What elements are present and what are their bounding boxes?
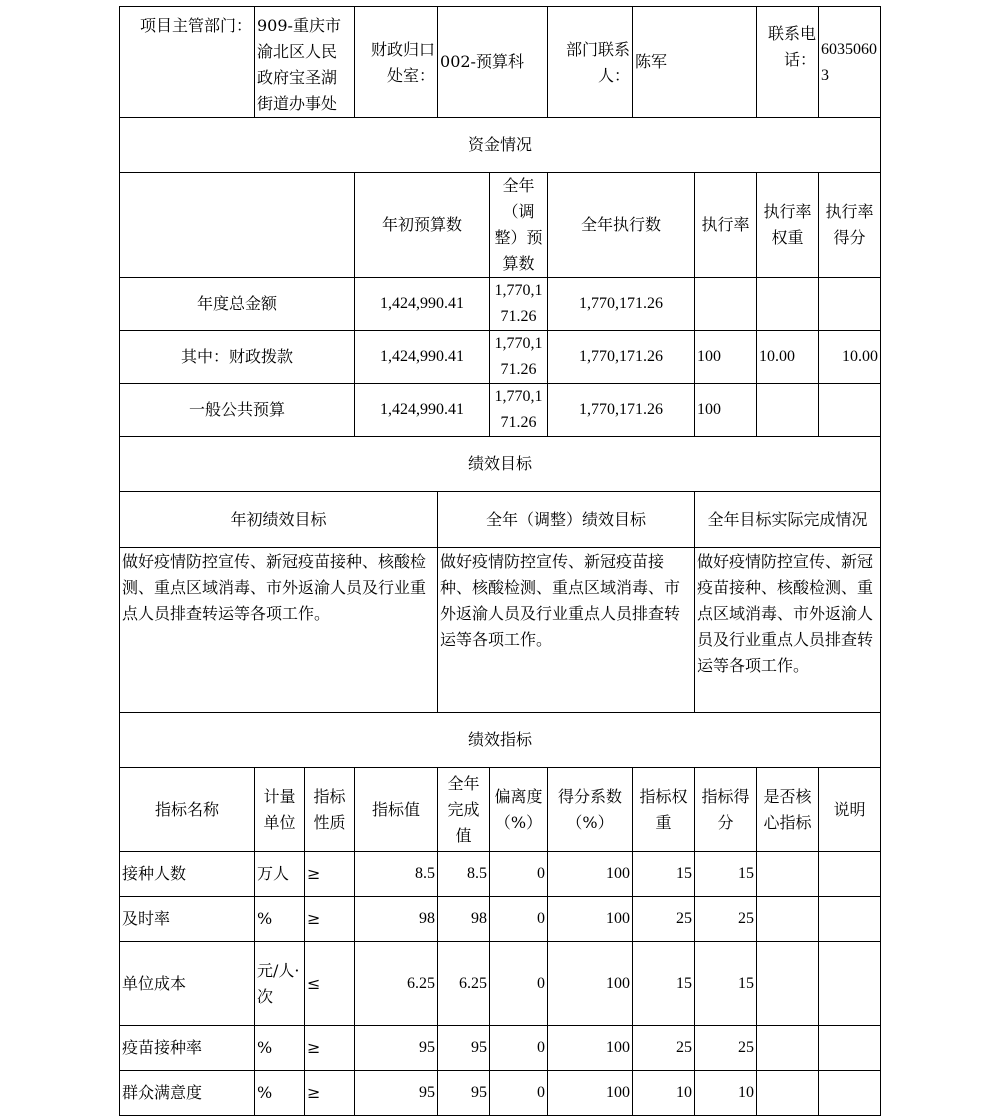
funds-row-weight: 10.00 <box>757 331 819 384</box>
ind-score: 15 <box>695 942 757 1026</box>
goals-col-initial: 年初绩效目标 <box>120 492 438 548</box>
ind-actual: 95 <box>438 1026 490 1071</box>
ind-unit: 元/人·次 <box>255 942 305 1026</box>
ind-nature: ≥ <box>305 1026 355 1071</box>
funds-row-score <box>819 278 881 331</box>
funds-row-executed: 1,770,171.26 <box>548 278 695 331</box>
ind-col-score: 指标得分 <box>695 768 757 852</box>
ind-unit: % <box>255 897 305 942</box>
funds-row-initial: 1,424,990.41 <box>355 278 490 331</box>
ind-col-core: 是否核心指标 <box>757 768 819 852</box>
ind-target: 6.25 <box>355 942 438 1026</box>
indicator-row <box>120 1026 881 1071</box>
funds-row <box>120 331 881 384</box>
ind-weight: 25 <box>633 1026 695 1071</box>
ind-core <box>757 897 819 942</box>
ind-score: 10 <box>695 1071 757 1116</box>
funds-row <box>120 278 881 331</box>
funds-header-blank <box>120 173 355 278</box>
funds-col-initial: 年初预算数 <box>355 173 490 278</box>
ind-col-weight: 指标权重 <box>633 768 695 852</box>
indicator-row <box>120 942 881 1026</box>
ind-note <box>819 942 881 1026</box>
ind-core <box>757 852 819 897</box>
funds-row <box>120 384 881 437</box>
goals-text-actual: 做好疫情防控宣传、新冠疫苗接种、核酸检测、重点区域消毒、市外返渝人员及行业重点人员排查转运等各项工作。 <box>695 548 881 713</box>
ind-deviation: 0 <box>490 1071 548 1116</box>
funds-row-weight <box>757 278 819 331</box>
ind-weight: 10 <box>633 1071 695 1116</box>
funds-row-rate: 100 <box>695 331 757 384</box>
office-label: 财政归口处室： <box>355 7 438 118</box>
funds-row-label: 年度总金额 <box>120 278 355 331</box>
indicators-header-row <box>120 768 881 852</box>
ind-actual: 8.5 <box>438 852 490 897</box>
ind-col-nature: 指标性质 <box>305 768 355 852</box>
funds-col-score: 执行率得分 <box>819 173 881 278</box>
funds-row-initial: 1,424,990.41 <box>355 331 490 384</box>
funds-row-adjusted: 1,770,171.26 <box>490 278 548 331</box>
ind-core <box>757 942 819 1026</box>
goals-col-actual: 全年目标实际完成情况 <box>695 492 881 548</box>
indicator-row <box>120 852 881 897</box>
ind-note <box>819 1026 881 1071</box>
funds-row-score <box>819 384 881 437</box>
ind-core <box>757 1071 819 1116</box>
ind-nature: ≥ <box>305 852 355 897</box>
ind-col-note: 说明 <box>819 768 881 852</box>
ind-unit: % <box>255 1071 305 1116</box>
goals-text-adjusted: 做好疫情防控宣传、新冠疫苗接种、核酸检测、重点区域消毒、市外返渝人员及行业重点人员排查转运等各项工作。 <box>438 548 695 713</box>
ind-unit: 万人 <box>255 852 305 897</box>
ind-note <box>819 1071 881 1116</box>
goals-col-adjusted: 全年（调整）绩效目标 <box>438 492 695 548</box>
ind-name: 疫苗接种率 <box>120 1026 255 1071</box>
ind-note <box>819 897 881 942</box>
ind-col-deviation: 偏离度（%） <box>490 768 548 852</box>
ind-nature: ≥ <box>305 1071 355 1116</box>
goals-section-title: 绩效目标 <box>120 437 881 492</box>
funds-col-adjusted: 全年（调整）预算数 <box>490 173 548 278</box>
performance-table <box>119 6 881 1116</box>
ind-actual: 6.25 <box>438 942 490 1026</box>
goals-text-initial: 做好疫情防控宣传、新冠疫苗接种、核酸检测、重点区域消毒、市外返渝人员及行业重点人员排查转运等各项工作。 <box>120 548 438 713</box>
ind-col-name: 指标名称 <box>120 768 255 852</box>
ind-col-coef: 得分系数（%） <box>548 768 633 852</box>
funds-col-rate: 执行率 <box>695 173 757 278</box>
ind-coef: 100 <box>548 1026 633 1071</box>
ind-col-target: 指标值 <box>355 768 438 852</box>
ind-coef: 100 <box>548 942 633 1026</box>
office-value: 002-预算科 <box>438 7 548 118</box>
contact-value: 陈军 <box>633 7 757 118</box>
ind-deviation: 0 <box>490 942 548 1026</box>
funds-row-rate: 100 <box>695 384 757 437</box>
funds-row-executed: 1,770,171.26 <box>548 384 695 437</box>
ind-score: 25 <box>695 1026 757 1071</box>
ind-target: 95 <box>355 1071 438 1116</box>
header-row <box>120 7 881 118</box>
funds-row-weight <box>757 384 819 437</box>
ind-nature: ≤ <box>305 942 355 1026</box>
ind-unit: % <box>255 1026 305 1071</box>
ind-target: 95 <box>355 1026 438 1071</box>
ind-coef: 100 <box>548 1071 633 1116</box>
ind-col-unit: 计量单位 <box>255 768 305 852</box>
ind-name: 单位成本 <box>120 942 255 1026</box>
funds-row-executed: 1,770,171.26 <box>548 331 695 384</box>
contact-label: 部门联系人： <box>548 7 633 118</box>
ind-actual: 98 <box>438 897 490 942</box>
ind-weight: 15 <box>633 852 695 897</box>
ind-actual: 95 <box>438 1071 490 1116</box>
ind-name: 及时率 <box>120 897 255 942</box>
ind-target: 8.5 <box>355 852 438 897</box>
funds-row-label: 一般公共预算 <box>120 384 355 437</box>
ind-deviation: 0 <box>490 897 548 942</box>
ind-target: 98 <box>355 897 438 942</box>
dept-label: 项目主管部门： <box>120 7 255 118</box>
phone-value: 60350603 <box>819 7 881 118</box>
ind-score: 15 <box>695 852 757 897</box>
funds-row-initial: 1,424,990.41 <box>355 384 490 437</box>
ind-nature: ≥ <box>305 897 355 942</box>
ind-deviation: 0 <box>490 852 548 897</box>
funds-col-executed: 全年执行数 <box>548 173 695 278</box>
ind-note <box>819 852 881 897</box>
ind-deviation: 0 <box>490 1026 548 1071</box>
dept-value: 909-重庆市渝北区人民政府宝圣湖街道办事处 <box>255 7 355 118</box>
ind-coef: 100 <box>548 897 633 942</box>
funds-row-score: 10.00 <box>819 331 881 384</box>
ind-weight: 15 <box>633 942 695 1026</box>
funds-row-adjusted: 1,770,171.26 <box>490 384 548 437</box>
phone-label: 联系电话： <box>757 7 819 118</box>
indicators-section-title: 绩效指标 <box>120 713 881 768</box>
funds-section-title: 资金情况 <box>120 118 881 173</box>
funds-row-rate <box>695 278 757 331</box>
ind-core <box>757 1026 819 1071</box>
ind-col-actual: 全年完成值 <box>438 768 490 852</box>
ind-weight: 25 <box>633 897 695 942</box>
ind-name: 群众满意度 <box>120 1071 255 1116</box>
ind-name: 接种人数 <box>120 852 255 897</box>
funds-col-weight: 执行率权重 <box>757 173 819 278</box>
ind-score: 25 <box>695 897 757 942</box>
funds-row-adjusted: 1,770,171.26 <box>490 331 548 384</box>
ind-coef: 100 <box>548 852 633 897</box>
funds-row-label: 其中：财政拨款 <box>120 331 355 384</box>
indicator-row <box>120 1071 881 1116</box>
indicator-row <box>120 897 881 942</box>
